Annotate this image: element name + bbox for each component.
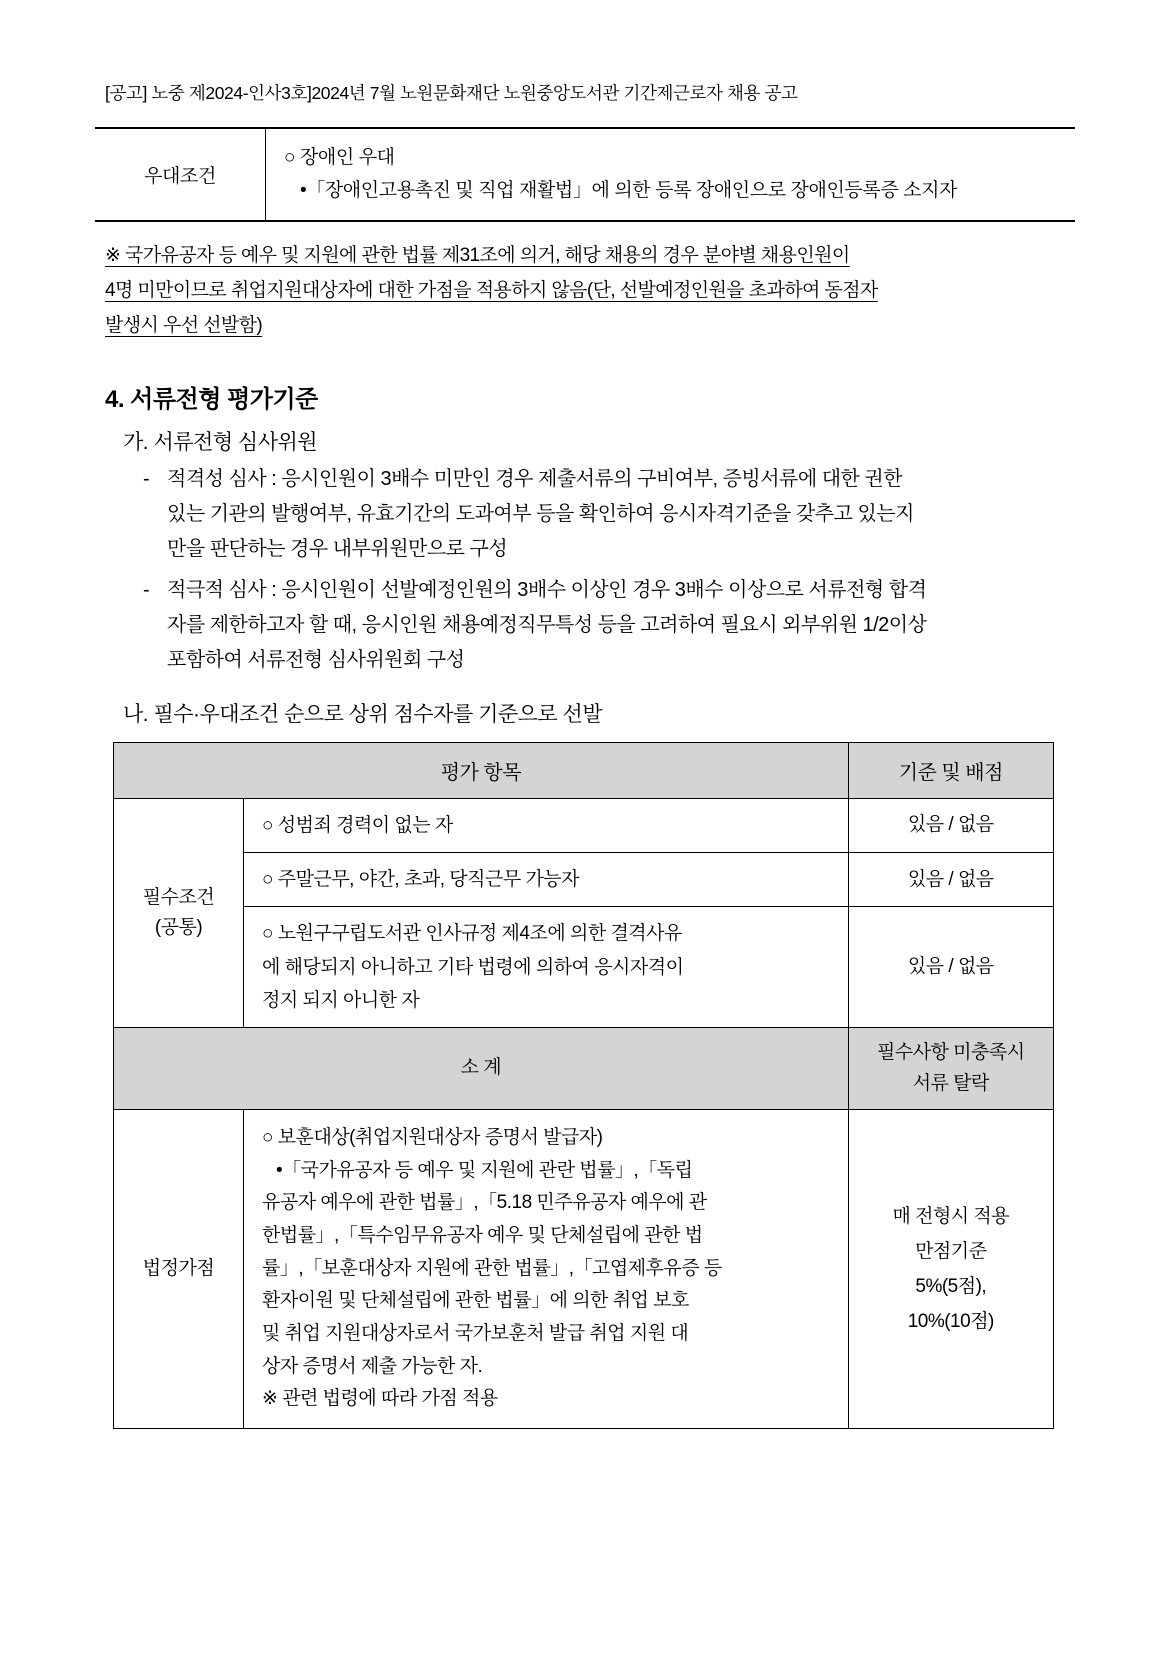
list-item-line: 있는 기관의 발행여부, 유효기간의 도과여부 등을 확인하여 응시자격기준을 갖추고 있는지 bbox=[167, 502, 914, 525]
list-item-line: 포함하여 서류전형 심사위원회 구성 bbox=[167, 648, 465, 671]
preference-content bbox=[266, 128, 1076, 221]
required-item-1: ○ 성범죄 경력이 없는 자 bbox=[244, 798, 849, 852]
required-score-1: 있음 / 없음 bbox=[848, 798, 1053, 852]
preference-line-1: ○ 장애인 우대 bbox=[284, 147, 395, 168]
legal-line-3: 유공자 예우에 관한 법률」,「5.18 민주유공자 예우에 관 bbox=[262, 1192, 707, 1214]
table-row bbox=[95, 128, 1075, 221]
subtotal-row bbox=[114, 1028, 1054, 1110]
note-line-2: 4명 미만이므로 취업지원대상자에 대한 가점을 적용하지 않음(단, 선발예정인원을 초과하여 동점자 bbox=[105, 279, 878, 301]
required-item-3-line-2: 에 해당되지 아니하고 기타 법령에 의하여 응시자격이 bbox=[262, 956, 684, 978]
required-item-3-line-3: 정지 되지 아니한 자 bbox=[262, 989, 420, 1011]
preference-label: 우대조건 bbox=[95, 128, 266, 221]
section-title: 4. 서류전형 평가기준 bbox=[105, 385, 318, 413]
legal-score-line-2: 만점기준 bbox=[915, 1240, 987, 1262]
required-item-3 bbox=[244, 907, 849, 1028]
category-required-line-1: 필수조건 bbox=[142, 886, 215, 908]
table-row bbox=[114, 853, 1054, 907]
legal-line-9: ※ 관련 법령에 따라 가점 적용 bbox=[262, 1388, 498, 1410]
subtotal-label: 소 계 bbox=[114, 1028, 849, 1110]
document-header: [공고] 노중 제2024-인사3호]2024년 7월 노원문화재단 노원중앙도서관 기간제근로자 채용 공고 bbox=[105, 83, 798, 103]
legal-line-2: •「국가유공자 등 예우 및 지원에 관란 법률」,「독립 bbox=[276, 1159, 693, 1181]
legal-line-1: ○ 보훈대상(취업지원대상자 증명서 발급자) bbox=[262, 1126, 603, 1148]
note-paragraph bbox=[105, 238, 1075, 343]
preference-table bbox=[95, 127, 1075, 222]
legal-line-8: 상자 증명서 제출 가능한 자. bbox=[262, 1355, 483, 1377]
list-item bbox=[143, 573, 1075, 678]
subtotal-score-line-1: 필수사항 미충족시 bbox=[876, 1042, 1025, 1064]
legal-score-line-3: 5%(5점), bbox=[915, 1275, 987, 1297]
table-header-row bbox=[114, 742, 1054, 798]
table-row bbox=[114, 798, 1054, 852]
dash-marker: - bbox=[143, 578, 150, 601]
subtotal-score bbox=[848, 1028, 1053, 1110]
note-line-3: 발생시 우선 선발함) bbox=[105, 314, 263, 336]
category-required bbox=[114, 798, 244, 1027]
required-item-3-line-1: ○ 노원구구립도서관 인사규정 제4조에 의한 결격사유 bbox=[262, 923, 682, 945]
header-item: 평가 항목 bbox=[114, 742, 849, 798]
required-score-3: 있음 / 없음 bbox=[848, 907, 1053, 1028]
header-score: 기준 및 배점 bbox=[848, 742, 1053, 798]
subsection-b-title: 나. 필수·우대조건 순으로 상위 점수자를 기준으로 선발 bbox=[123, 702, 603, 726]
evaluation-table bbox=[113, 742, 1054, 1429]
required-score-2: 있음 / 없음 bbox=[848, 853, 1053, 907]
legal-line-7: 및 취업 지원대상자로서 국가보훈처 발급 취업 지원 대 bbox=[262, 1322, 689, 1344]
subsection-a-title: 가. 서류전형 심사위원 bbox=[123, 430, 318, 454]
required-item-2: ○ 주말근무, 야간, 초과, 당직근무 가능자 bbox=[244, 853, 849, 907]
legal-line-5: 률」,「보훈대상자 지원에 관한 법률」,「고엽제후유증 등 bbox=[262, 1257, 722, 1279]
legal-line-4: 한법률」,「특수임무유공자 예우 및 단체설립에 관한 법 bbox=[262, 1224, 703, 1246]
note-line-1: ※ 국가유공자 등 예우 및 지원에 관한 법률 제31조에 의거, 해당 채용의 경우 분야별 채용인원이 bbox=[105, 244, 850, 266]
list-item bbox=[143, 462, 1075, 567]
legal-line-6: 환자이원 및 단체설립에 관한 법률」에 의한 취업 보호 bbox=[262, 1290, 689, 1312]
dash-marker: - bbox=[143, 467, 150, 490]
category-legal: 법정가점 bbox=[114, 1109, 244, 1428]
preference-line-2: •「장애인고용촉진 및 직업 재활법」에 의한 등록 장애인으로 장애인등록증 소지자 bbox=[300, 180, 958, 202]
category-required-line-2: (공통) bbox=[154, 917, 203, 939]
legal-score bbox=[848, 1109, 1053, 1428]
subtotal-score-line-2: 서류 탈락 bbox=[912, 1072, 989, 1094]
legal-item-content bbox=[244, 1109, 849, 1428]
list-item-line: 적극적 심사 : 응시인원이 선발예정인원의 3배수 이상인 경우 3배수 이상으로 서류전형 합격 bbox=[167, 578, 927, 601]
legal-score-line-1: 매 전형시 적용 bbox=[892, 1205, 1010, 1227]
list-item-line: 만을 판단하는 경우 내부위원만으로 구성 bbox=[167, 537, 508, 560]
list-item-line: 적격성 심사 : 응시인원이 3배수 미만인 경우 제출서류의 구비여부, 증빙서류에 대한 권한 bbox=[167, 467, 903, 490]
table-row bbox=[114, 1109, 1054, 1428]
table-row bbox=[114, 907, 1054, 1028]
legal-score-line-4: 10%(10점) bbox=[907, 1311, 994, 1333]
list-item-line: 자를 제한하고자 할 때, 응시인원 채용예정직무특성 등을 고려하여 필요시 외부위원 1/2이상 bbox=[167, 613, 927, 636]
